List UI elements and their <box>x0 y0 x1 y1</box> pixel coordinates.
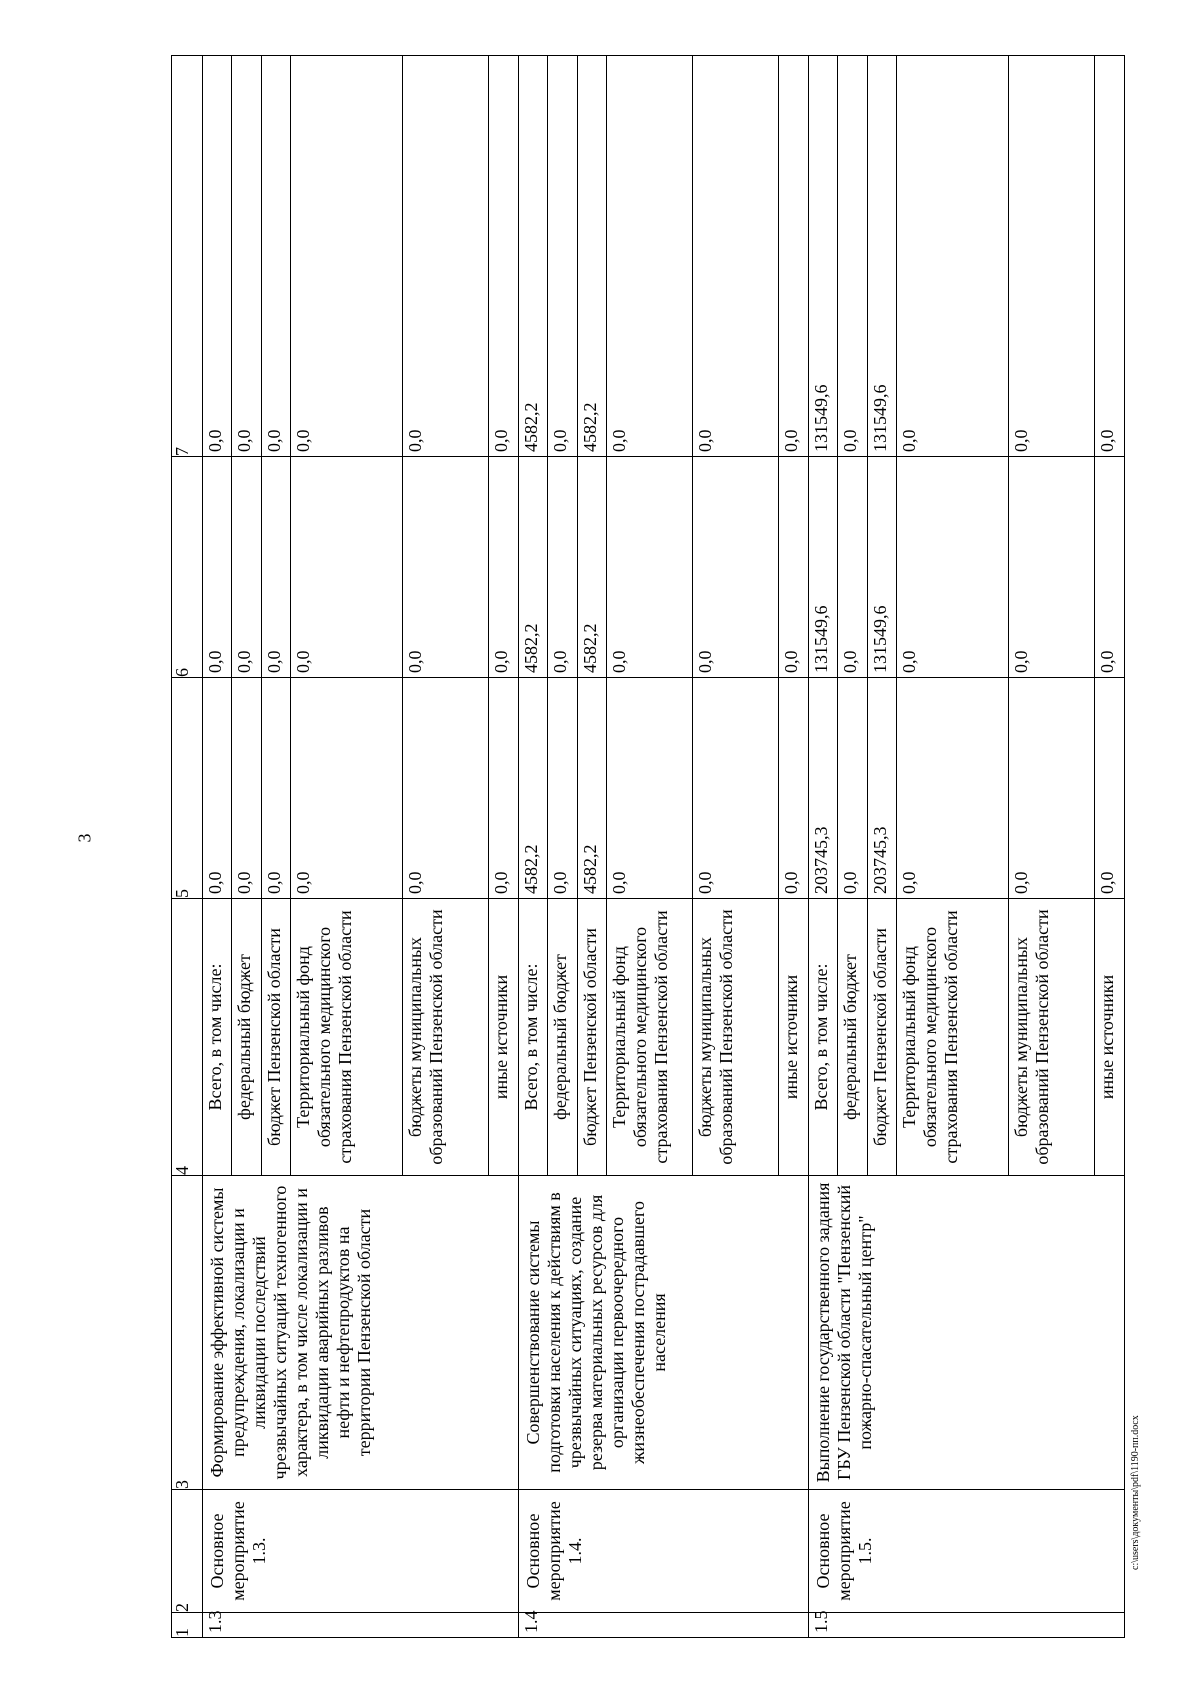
amount-col-6: 0,0 <box>779 457 808 678</box>
table-container <box>171 56 1125 1638</box>
item-name: Основное мероприятие 1.4. <box>518 1490 808 1613</box>
funding-source: иные источники <box>489 899 518 1176</box>
header-col-3: 3 <box>172 1176 203 1490</box>
funding-source: бюджеты муниципальных образований Пензенской области <box>403 899 489 1176</box>
amount-col-5: 203745,3 <box>808 678 837 899</box>
funding-source: Территориальный фонд обязательного медицинского страхования Пензенской области <box>290 899 402 1176</box>
item-name: Основное мероприятие 1.3. <box>202 1490 518 1613</box>
table-row <box>808 56 837 1638</box>
amount-col-6: 0,0 <box>607 457 693 678</box>
amount-col-6: 0,0 <box>232 457 261 678</box>
header-col-1: 1 <box>172 1613 203 1638</box>
amount-col-7: 0,0 <box>489 56 518 457</box>
amount-col-6: 131549,6 <box>808 457 837 678</box>
amount-col-7: 0,0 <box>232 56 261 457</box>
funding-source: Территориальный фонд обязательного медицинского страхования Пензенской области <box>607 899 693 1176</box>
item-description: Выполнение государственного задания ГБУ Пензенской области "Пензенский пожарно-спасательный центр" <box>808 1176 1124 1490</box>
funding-source: Всего, в том числе: <box>518 899 547 1176</box>
amount-col-6: 0,0 <box>897 457 1009 678</box>
amount-col-7: 0,0 <box>548 56 577 457</box>
amount-col-7: 0,0 <box>838 56 867 457</box>
amount-col-5: 0,0 <box>607 678 693 899</box>
amount-col-5: 0,0 <box>489 678 518 899</box>
rotated-table-frame <box>171 56 1125 1638</box>
funding-source: бюджет Пензенской области <box>867 899 896 1176</box>
header-col-2: 2 <box>172 1490 203 1613</box>
amount-col-6: 0,0 <box>548 457 577 678</box>
header-col-4: 4 <box>172 899 203 1176</box>
item-description: Формирование эффективной системы предупреждения, локализации и ликвидации последствий чрезвычайных ситуаций техногенного характера, в том числе локализации и ликвидации аварийных разливов нефти и нефтепродуктов на территории Пензенской области <box>202 1176 518 1490</box>
table-row <box>518 56 547 1638</box>
amount-col-6: 0,0 <box>838 457 867 678</box>
funding-source: бюджет Пензенской области <box>261 899 290 1176</box>
funding-source: Всего, в том числе: <box>808 899 837 1176</box>
amount-col-7: 131549,6 <box>808 56 837 457</box>
table-row <box>202 56 231 1638</box>
amount-col-5: 0,0 <box>290 678 402 899</box>
item-name: Основное мероприятие 1.5. <box>808 1490 1124 1613</box>
amount-col-7: 0,0 <box>779 56 808 457</box>
amount-col-5: 0,0 <box>232 678 261 899</box>
amount-col-5: 0,0 <box>838 678 867 899</box>
amount-col-5: 0,0 <box>779 678 808 899</box>
funding-source: федеральный бюджет <box>232 899 261 1176</box>
amount-col-5: 0,0 <box>261 678 290 899</box>
amount-col-7: 0,0 <box>897 56 1009 457</box>
amount-col-7: 0,0 <box>202 56 231 457</box>
amount-col-6: 0,0 <box>403 457 489 678</box>
amount-col-6: 0,0 <box>693 457 779 678</box>
item-number: 1.4 <box>518 1613 808 1638</box>
budget-table <box>171 55 1125 1638</box>
amount-col-7: 4582,2 <box>518 56 547 457</box>
item-number: 1.3 <box>202 1613 518 1638</box>
item-description: Совершенствование системы подготовки населения к действиям в чрезвычайных ситуациях, создание резерва материальных ресурсов для организации первоочередного жизнеобеспечения пострадавшего населения <box>518 1176 808 1490</box>
amount-col-5: 0,0 <box>202 678 231 899</box>
amount-col-7: 0,0 <box>693 56 779 457</box>
amount-col-7: 0,0 <box>1009 56 1095 457</box>
funding-source: иные источники <box>1095 899 1125 1176</box>
amount-col-7: 0,0 <box>403 56 489 457</box>
amount-col-6: 0,0 <box>1009 457 1095 678</box>
funding-source: федеральный бюджет <box>838 899 867 1176</box>
amount-col-5: 0,0 <box>1009 678 1095 899</box>
funding-source: бюджет Пензенской области <box>577 899 606 1176</box>
funding-source: иные источники <box>779 899 808 1176</box>
amount-col-7: 0,0 <box>290 56 402 457</box>
header-col-6: 6 <box>172 457 203 678</box>
amount-col-7: 4582,2 <box>577 56 606 457</box>
amount-col-5: 4582,2 <box>577 678 606 899</box>
amount-col-7: 0,0 <box>1095 56 1125 457</box>
amount-col-5: 0,0 <box>897 678 1009 899</box>
amount-col-7: 0,0 <box>261 56 290 457</box>
header-col-7: 7 <box>172 56 203 457</box>
amount-col-7: 0,0 <box>607 56 693 457</box>
funding-source: бюджеты муниципальных образований Пензенской области <box>693 899 779 1176</box>
header-col-5: 5 <box>172 678 203 899</box>
amount-col-5: 0,0 <box>693 678 779 899</box>
amount-col-6: 0,0 <box>290 457 402 678</box>
amount-col-5: 4582,2 <box>518 678 547 899</box>
amount-col-6: 4582,2 <box>518 457 547 678</box>
header-row <box>172 56 203 1638</box>
funding-source: Территориальный фонд обязательного медицинского страхования Пензенской области <box>897 899 1009 1176</box>
footer-file-path: c:\users\документы\pdf\1190-пп.docx <box>1130 1415 1141 1570</box>
funding-source: Всего, в том числе: <box>202 899 231 1176</box>
amount-col-5: 0,0 <box>548 678 577 899</box>
funding-source: федеральный бюджет <box>548 899 577 1176</box>
amount-col-6: 0,0 <box>261 457 290 678</box>
amount-col-5: 0,0 <box>403 678 489 899</box>
page-number: 3 <box>74 833 95 843</box>
amount-col-7: 131549,6 <box>867 56 896 457</box>
amount-col-6: 131549,6 <box>867 457 896 678</box>
amount-col-5: 0,0 <box>1095 678 1125 899</box>
item-number: 1.5 <box>808 1613 1124 1638</box>
amount-col-5: 203745,3 <box>867 678 896 899</box>
funding-source: бюджеты муниципальных образований Пензенской области <box>1009 899 1095 1176</box>
amount-col-6: 0,0 <box>202 457 231 678</box>
amount-col-6: 0,0 <box>1095 457 1125 678</box>
amount-col-6: 0,0 <box>489 457 518 678</box>
amount-col-6: 4582,2 <box>577 457 606 678</box>
